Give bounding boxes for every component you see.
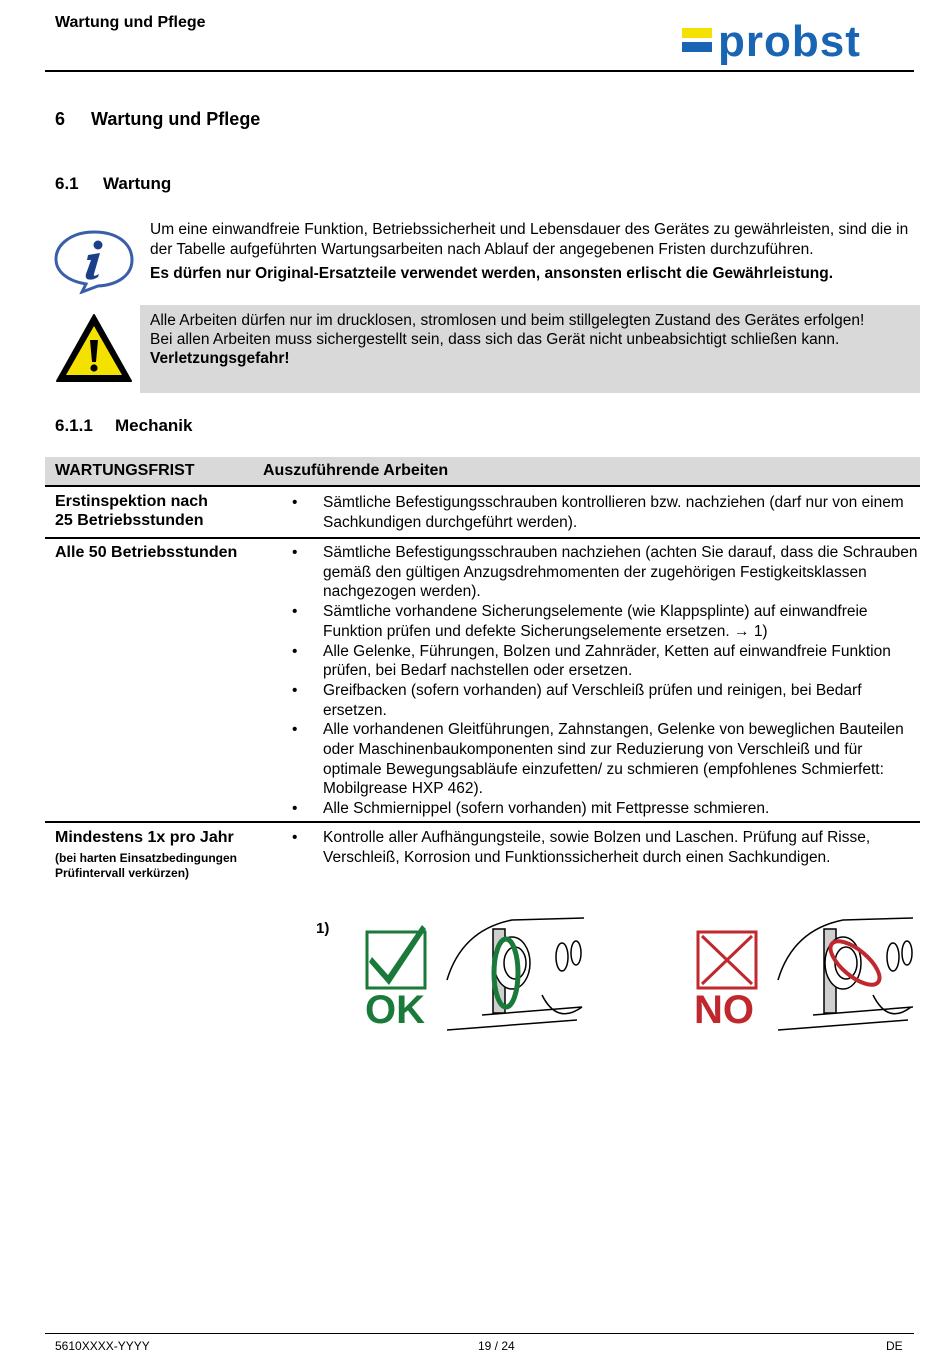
info-icon: [52, 228, 136, 294]
list-item: • Greifbacken (sofern vorhanden) auf Verschleiß prüfen und reinigen, bei Bedarf ersetzen.: [290, 681, 920, 720]
probst-logo: [680, 20, 908, 66]
row-label-line: Erstinspektion nach: [55, 493, 208, 510]
section-number: 6: [55, 109, 66, 129]
warning-line: Alle Arbeiten dürfen nur im drucklosen, stromlosen und beim stillgelegten Zustand des Gerätes erfolgen!: [150, 312, 865, 329]
row-label-line: 25 Betriebsstunden: [55, 512, 204, 529]
footer-rule: [45, 1333, 914, 1334]
info-text: [150, 220, 910, 284]
list-item: • Sämtliche vorhandene Sicherungselemente (wie Klappsplinte) auf einwandfreie Funktion prüfen und defekte Sicherungselemente ersetzen. → 1): [290, 602, 920, 641]
section-title: Mechanik: [115, 416, 193, 435]
warning-bold: Verletzungsgefahr!: [150, 350, 290, 367]
table-row-items: [290, 828, 920, 867]
table-row-items: [290, 543, 920, 819]
row-label-line: Alle 50 Betriebsstunden: [55, 544, 238, 561]
footer-page-number: 19 / 24: [478, 1339, 515, 1353]
list-item: • Sämtliche Befestigungsschrauben nachziehen (achten Sie darauf, dass die Schrauben gemäß den gültigen Anzugsdrehmomenten der zugehörigen Festigkeitsklassen nachgezogen werden).: [290, 543, 920, 602]
footer-language: DE: [886, 1339, 903, 1353]
logo-bar-blue: [682, 42, 712, 52]
table-row-label: [55, 828, 275, 881]
section-6-1-1-heading: [55, 416, 192, 436]
section-number: 6.1.1: [55, 416, 93, 435]
table-row-items: [290, 493, 920, 532]
list-item: • Alle Schmiernippel (sofern vorhanden) mit Fettpresse schmieren.: [290, 799, 920, 819]
logo-text: probst: [718, 20, 861, 66]
info-bold-note: Es dürfen nur Original-Ersatzteile verwendet werden, ansonsten erlischt die Gewährleistung.: [150, 265, 834, 282]
figure-ok: [362, 915, 587, 1035]
list-item: • Kontrolle aller Aufhängungsteile, sowie Bolzen und Laschen. Prüfung auf Risse, Verschleiß, Korrosion und Funktionssicherheit durch einen Sachkundigen.: [290, 828, 920, 867]
warning-icon: [54, 312, 134, 384]
section-title: Wartung: [103, 174, 172, 193]
row-sublabel: (bei harten Einsatzbedingungen Prüfintervall verkürzen): [55, 851, 238, 880]
list-item: • Alle Gelenke, Führungen, Bolzen und Zahnräder, Ketten auf einwandfreie Funktion prüfen, bei Bedarf nachstellen oder ersetzen.: [290, 642, 920, 681]
row-divider: [45, 537, 920, 539]
ok-label: OK: [365, 988, 425, 1032]
warning-line: Bei allen Arbeiten muss sichergestellt sein, dass sich das Gerät nicht unbeabsichtigt schließen kann.: [150, 331, 840, 348]
warning-text: [150, 311, 912, 368]
row-label-line: Mindestens 1x pro Jahr: [55, 829, 234, 846]
logo-bar-yellow: [682, 28, 712, 38]
table-row-label: [55, 492, 208, 530]
figure-no: [693, 915, 915, 1035]
header-title: Wartung und Pflege: [55, 14, 206, 31]
column-header: Auszuführende Arbeiten: [263, 462, 449, 479]
list-item: • Alle vorhandenen Gleitführungen, Zahnstangen, Gelenke von beweglichen Bauteilen oder Maschinenbaukomponenten sind zur Reduzierung von Verschleiß und für optimale Bewegungsabläufe einzufetten/ zu schmieren (empfohlenes Schmierfett: Mobilgrease HXP 462).: [290, 720, 920, 799]
info-paragraph: Um eine einwandfreie Funktion, Betriebssicherheit und Lebensdauer des Gerätes zu gewährleisten, sind die in der Tabelle aufgeführten Wartungsarbeiten nach Ablauf der angegebenen Fristen durchzuführen.: [150, 221, 909, 258]
section-number: 6.1: [55, 174, 79, 193]
list-item: • Sämtliche Befestigungsschrauben kontrollieren bzw. nachziehen (darf nur von einem Sachkundigen durchgeführt werden).: [290, 493, 920, 532]
section-title: Wartung und Pflege: [91, 109, 261, 129]
table-header: [45, 457, 920, 487]
column-header: WARTUNGSFRIST: [55, 462, 195, 479]
section-6-heading: [55, 109, 260, 130]
no-label: NO: [694, 988, 754, 1032]
table-row-label: [55, 543, 237, 562]
footer-doc-number: 5610XXXX-YYYY: [55, 1339, 150, 1353]
row-divider: [45, 821, 920, 823]
header-rule: [45, 70, 914, 72]
figure-label: 1): [316, 920, 330, 937]
section-6-1-heading: [55, 174, 171, 194]
